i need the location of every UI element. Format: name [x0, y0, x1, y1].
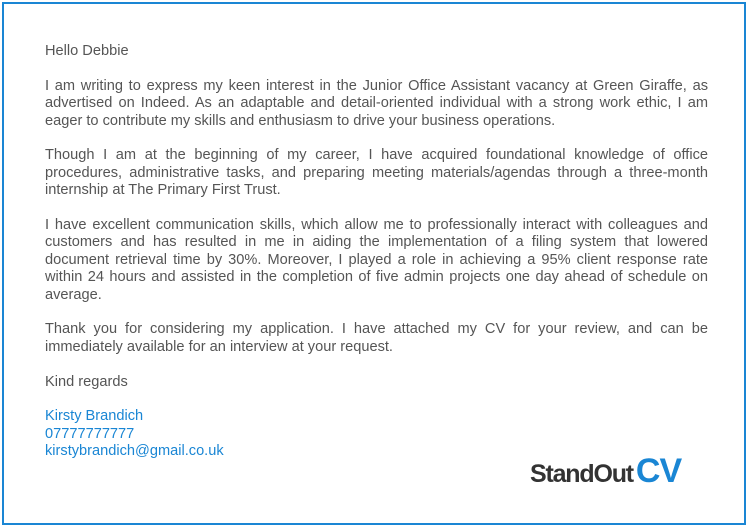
paragraph-intro: I am writing to express my keen interest in the Junior Office Assistant vacancy at Green Giraffe, as advertised on Indeed. As an adaptable and detail-oriented individual with a strong work ethic, I am eager to contribute my skills and enthusiasm to drive your business operations. [45, 77, 708, 129]
sign-off: Kind regards [45, 373, 128, 390]
logo-text-standout: StandOut [530, 460, 633, 488]
standout-cv-logo [530, 452, 681, 488]
cover-letter [45, 43, 708, 461]
paragraph-closing: Thank you for considering my application. I have attached my CV for your review, and can be immediately available for an interview at your request. [45, 321, 708, 355]
paragraph-skills: I have excellent communication skills, which allow me to professionally interact with colleagues and customers and has resulted in me in aiding the implementation of a filing system that lowered document retrieval time by 30%. Moreover, I played a role in achieving a 95% client response rate within 24 hours and assisted in the completion of five admin projects one day ahead of schedule on average. [45, 217, 708, 303]
paragraph-experience: Though I am at the beginning of my career, I have acquired foundational knowledge of office procedures, administrative tasks, and preparing meeting materials/agendas through a three-month internship at The Primary First Trust. [45, 147, 708, 199]
greeting: Hello Debbie [45, 43, 129, 59]
signature-phone: 07777777777 [45, 425, 135, 442]
logo-text-cv: CV [635, 452, 682, 490]
signature-name: Kirsty Brandich [45, 408, 144, 425]
signature-email: kirstybrandich@gmail.co.uk [45, 443, 224, 460]
